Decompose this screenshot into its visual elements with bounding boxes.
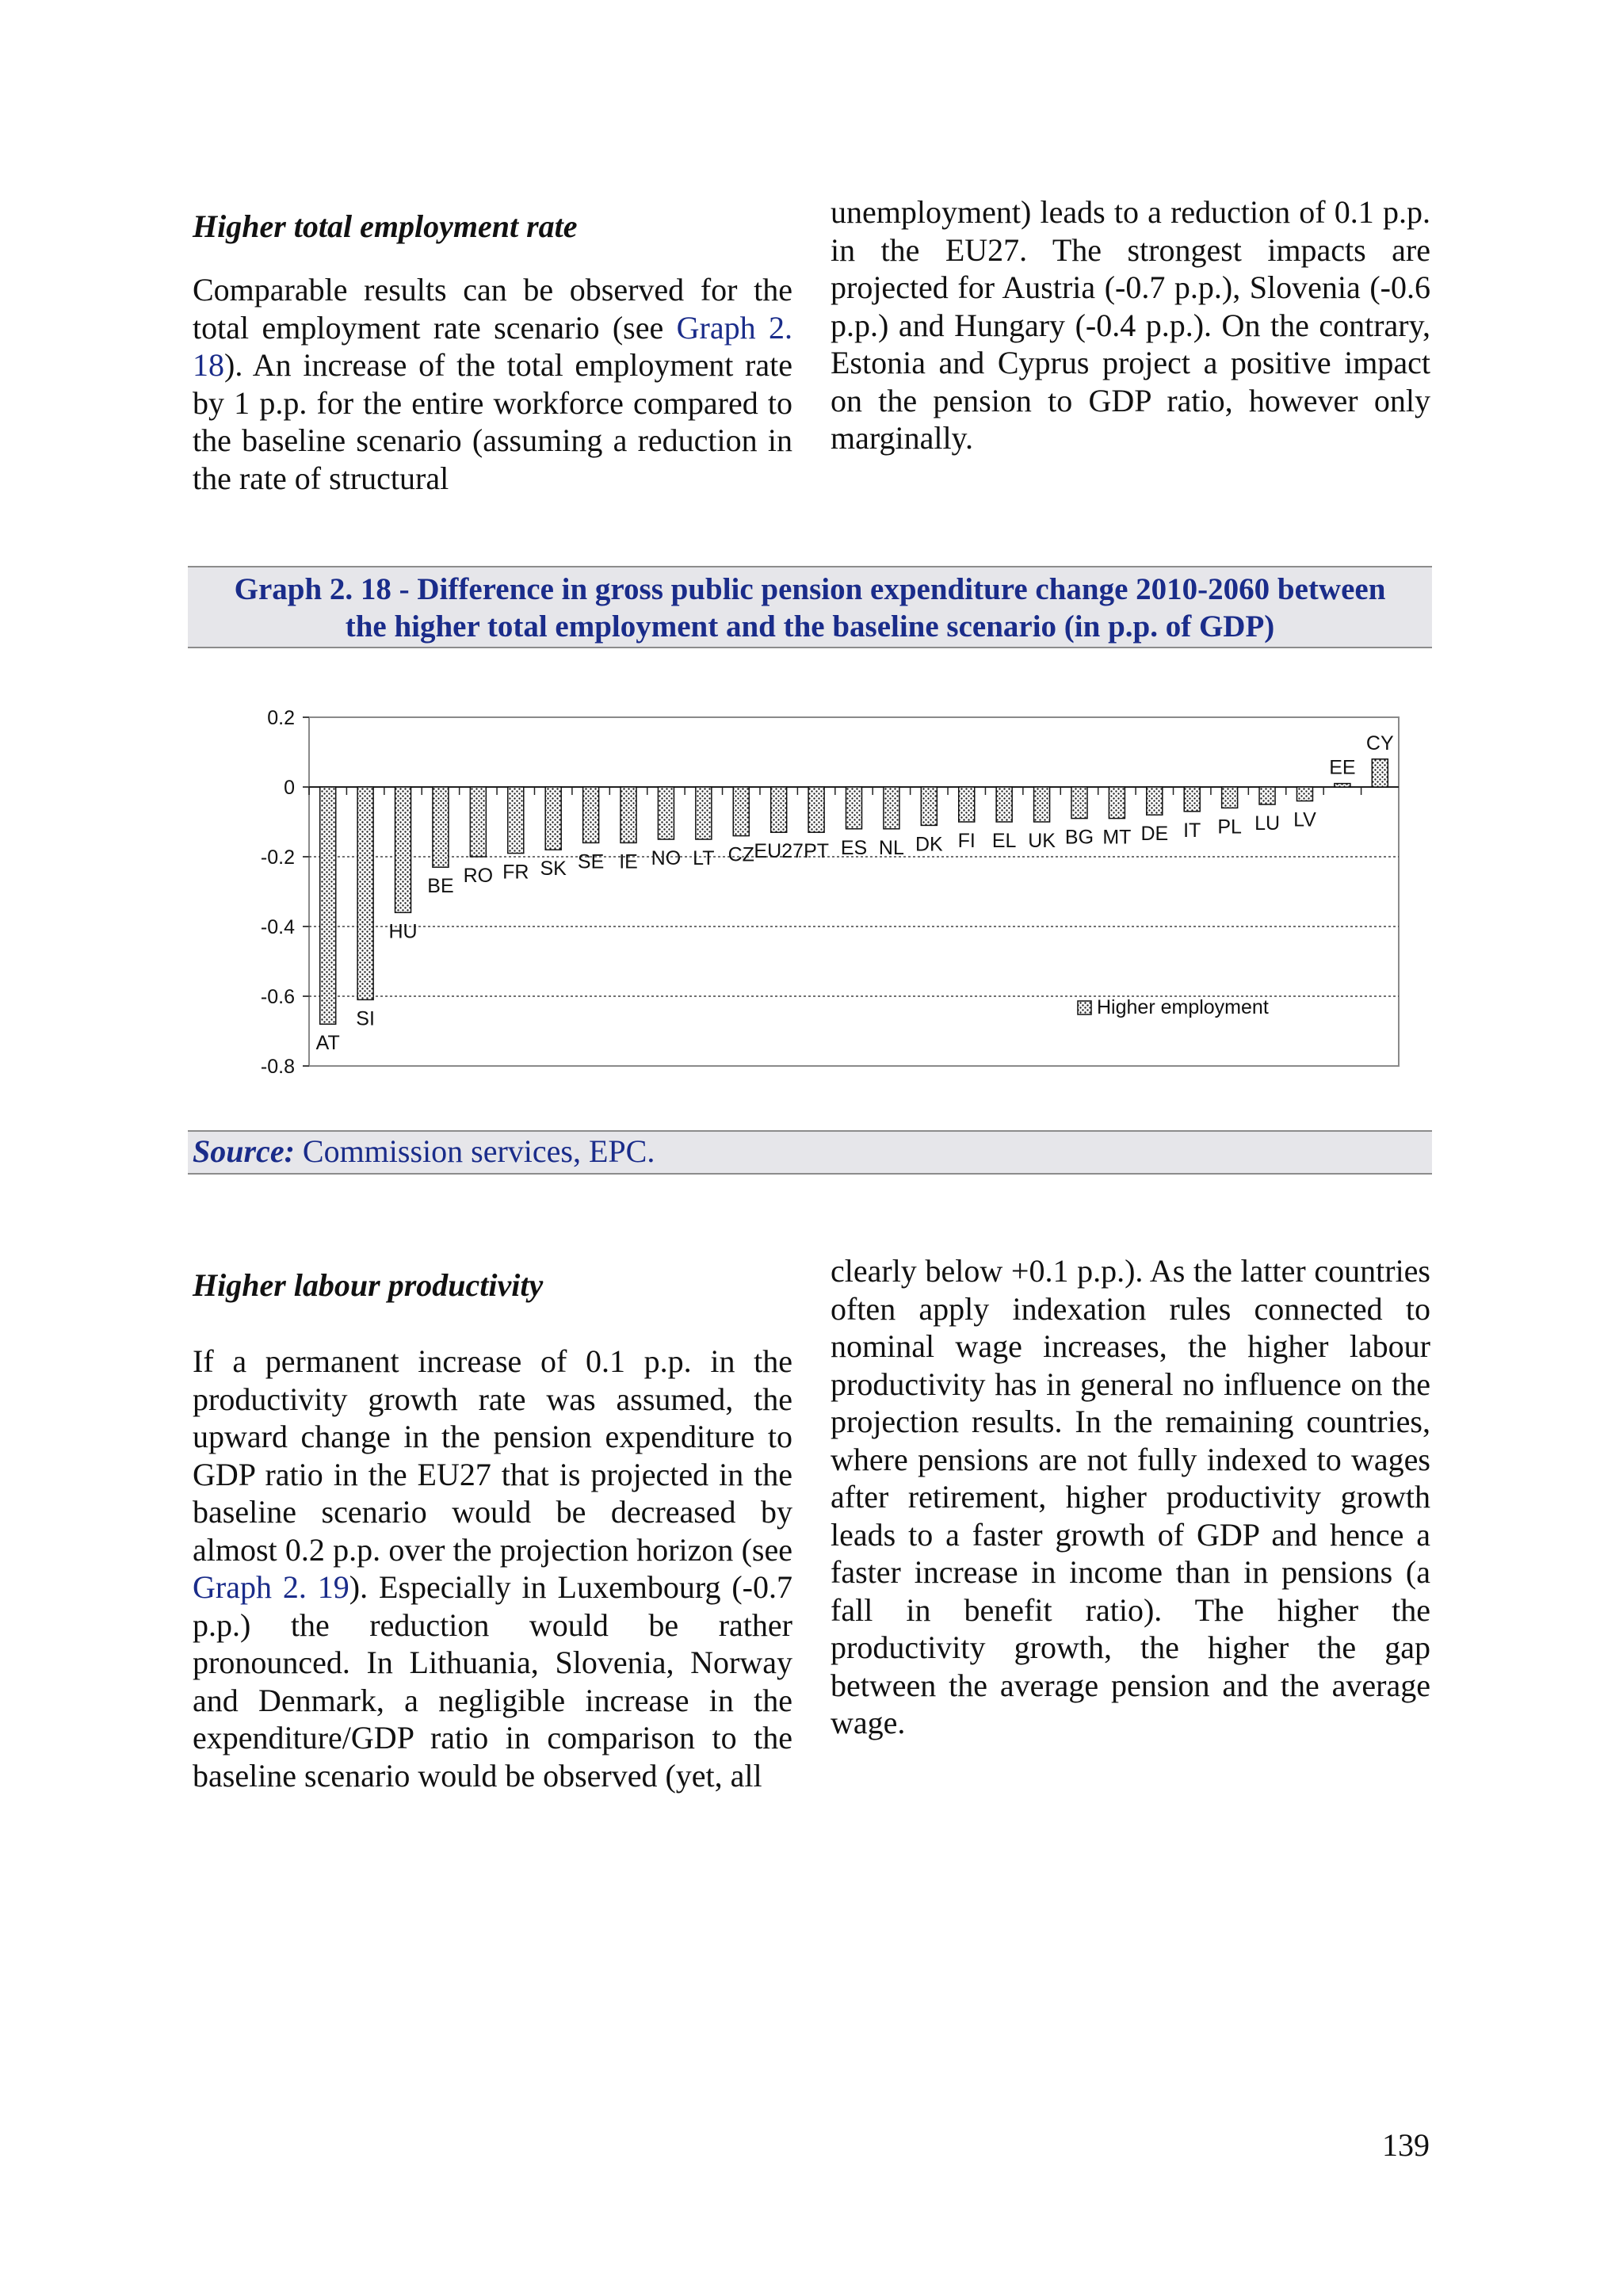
legend-swatch [1078, 1001, 1091, 1014]
bar-pl [1222, 787, 1238, 808]
bar-label-de: DE [1140, 823, 1169, 846]
section1-left-column [193, 208, 792, 497]
bar-hu [395, 787, 411, 912]
bar-label-it: IT [1183, 819, 1201, 842]
bar-label-ee: EE [1329, 756, 1356, 779]
bar-ee [1335, 784, 1350, 787]
bar-label-hu: HU [388, 920, 418, 943]
y-tick-label: -0.8 [260, 1056, 295, 1078]
bar-label-lu: LU [1254, 812, 1281, 835]
section1-heading: Higher total employment rate [193, 208, 578, 244]
bar-label-ie: IE [619, 850, 638, 873]
y-tick-label: 0.2 [267, 707, 295, 729]
bar-bg [1071, 787, 1087, 819]
bar-de [1147, 787, 1163, 815]
graph-title-line2: the higher total employment and the baseline scenario (in p.p. of GDP) [345, 609, 1275, 644]
bar-label-fi: FI [957, 830, 976, 852]
bar-pt [808, 787, 824, 832]
bar-label-dk: DK [915, 833, 943, 856]
bar-se [583, 787, 599, 842]
bar-lv [1296, 787, 1312, 801]
bar-label-lt: LT [693, 847, 715, 869]
bar-label-nl: NL [878, 836, 904, 859]
bar-label-uk: UK [1028, 830, 1056, 852]
graph-2-18-link[interactable]: Graph 2. 18 [193, 309, 792, 383]
section2-left-paragraph [193, 1343, 792, 1794]
bar-label-mt: MT [1102, 826, 1132, 849]
section1-right-column [831, 193, 1430, 457]
bar-at [320, 787, 336, 1024]
bar-cy [1372, 759, 1388, 787]
bar-label-se: SE [577, 850, 605, 873]
section2-left-column [193, 1266, 792, 1794]
bar-chart [238, 697, 1426, 1086]
bar-dk [921, 787, 937, 825]
bar-eu27 [771, 787, 787, 832]
graph-source-box [188, 1130, 1432, 1175]
bar-label-es: ES [840, 836, 868, 859]
section2-right-column [831, 1252, 1430, 1742]
graph-2-19-link[interactable]: Graph 2. 19 [193, 1569, 349, 1605]
bar-fr [508, 787, 524, 854]
bar-ie [621, 787, 636, 842]
bar-es [846, 787, 862, 829]
bar-label-si: SI [356, 1007, 375, 1030]
bar-si [357, 787, 373, 999]
bar-label-el: EL [991, 830, 1017, 852]
source-text: Commission services, EPC. [294, 1133, 655, 1169]
bar-label-ro: RO [463, 865, 494, 887]
bar-mt [1109, 787, 1125, 819]
graph-title-line1: Graph 2. 18 - Difference in gross public pension expenditure change 2010-2060 between [234, 572, 1386, 606]
bar-label-pt: PT [804, 840, 830, 863]
bar-be [433, 787, 449, 867]
section2-right-paragraph: clearly below +0.1 p.p.). As the latter countries often apply indexation rules connected to nominal wage increases, the higher labour productivity has in general no influence on the projection results. In the remaining countries, where pensions are not fully indexed to wages after retirement, higher productivity growth leads to a faster growth of GDP and hence a faster increase in income than in pensions (a fall in benefit ratio). The higher the productivity growth, the higher the gap between the average pension and the average wage. [831, 1253, 1430, 1740]
bar-lu [1259, 787, 1275, 804]
bar-ro [470, 787, 486, 857]
bar-label-no: NO [651, 847, 682, 869]
source-label: Source: [193, 1133, 295, 1169]
bar-label-at: AT [315, 1032, 340, 1055]
bar-label-sk: SK [540, 858, 567, 881]
bar-cz [733, 787, 749, 836]
bar-it [1184, 787, 1200, 812]
y-tick-label: -0.6 [260, 986, 295, 1008]
bar-label-fr: FR [502, 861, 529, 884]
bar-label-eu27: EU27 [754, 840, 804, 863]
legend-label: Higher employment [1097, 996, 1269, 1018]
bar-label-lv: LV [1293, 808, 1316, 831]
bar-label-cy: CY [1365, 732, 1394, 755]
section1-left-paragraph [193, 271, 792, 497]
section1-left-text-b: ). An increase of the total employment rate by 1 p.p. for the entire workforce compared to the baseline scenario (assuming a reduction in the rate of structural [193, 347, 792, 496]
bar-uk [1034, 787, 1050, 822]
bar-lt [696, 787, 712, 839]
bar-nl [884, 787, 899, 829]
page-number: 139 [1382, 2127, 1430, 2163]
section1-right-paragraph: unemployment) leads to a reduction of 0.1 p.p. in the EU27. The strongest impacts are projected for Austria (-0.7 p.p.), Slovenia (-0.6 p.p.) and Hungary (-0.4 p.p.). On the contrary, Estonia and Cyprus project a positive impact on the pension to GDP ratio, however only marginally. [831, 194, 1430, 456]
bar-el [996, 787, 1012, 822]
bar-no [658, 787, 674, 839]
graph-title-box [188, 566, 1432, 648]
section2-left-text-b: ). Especially in Luxembourg (-0.7 p.p.) the reduction would be rather pronounced. In Lithuania, Slovenia, Norway and Denmark, a negligible increase in the expenditure/GDP ratio in comparison to the baseline scenario would be observed (yet, all [193, 1569, 792, 1794]
y-tick-label: -0.4 [260, 916, 295, 938]
y-tick-label: 0 [284, 777, 295, 799]
section2-left-text-a: If a permanent increase of 0.1 p.p. in the productivity growth rate was assumed, the upward change in the pension expenditure to GDP ratio in the EU27 that is projected in the baseline scenario would be decreased by almost 0.2 p.p. over the projection horizon (see [193, 1343, 792, 1568]
bar-label-bg: BG [1064, 826, 1094, 849]
y-tick-label: -0.2 [260, 846, 295, 869]
bar-label-cz: CZ [727, 843, 754, 866]
bar-fi [959, 787, 975, 822]
bar-label-pl: PL [1217, 816, 1242, 839]
section1-left-text-a: Comparable results can be observed for the total employment rate scenario (see [193, 272, 792, 346]
bar-label-be: BE [427, 875, 454, 898]
bar-sk [545, 787, 561, 850]
section2-heading: Higher labour productivity [193, 1267, 544, 1303]
